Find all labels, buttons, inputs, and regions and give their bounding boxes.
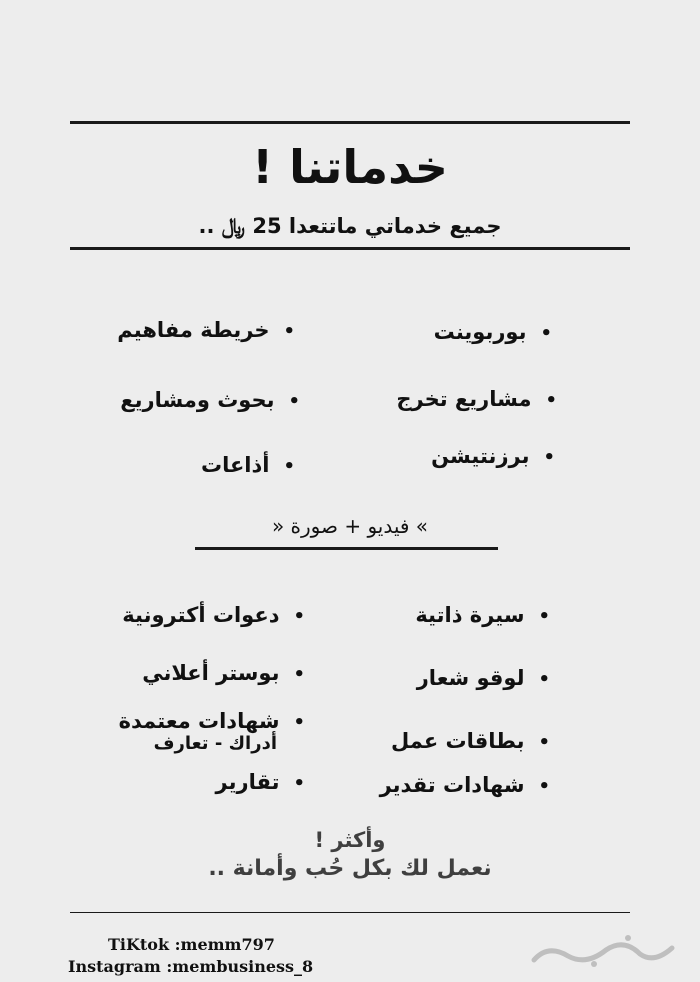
service-research-projects [120,388,300,413]
page-subtitle: جميع خدماتي ماتتعدا 25 ﷼ .. [198,214,502,238]
bullet: • [293,773,305,794]
bullet: • [538,732,550,753]
section-divider-rule [195,547,498,550]
service-broadcasts [201,453,295,478]
service-ad-poster [142,661,305,686]
service-graduation-projects [396,387,557,412]
service-label: سيرة ذاتية [415,603,525,627]
bullet: • [540,323,552,344]
top-rule [70,121,630,124]
service-cv [415,603,550,628]
service-presentation [431,444,555,469]
service-business-cards [391,729,550,754]
closing-more: وأكثر ! [314,828,386,852]
service-label: شهادات معتمدة [118,709,280,733]
service-powerpoint [434,320,552,345]
header-bottom-rule [70,247,630,250]
service-logo [417,666,550,691]
service-label: أذاعات [200,453,270,477]
service-label: دعوات أكترونية [122,603,280,627]
bullet: • [538,776,550,797]
service-e-invitations [122,603,305,628]
service-appreciation-certificates [380,773,550,798]
tiktok-handle: TiKtok :memm797 [108,935,275,954]
service-label: خريطة مفاهيم [117,318,270,342]
bullet: • [538,669,550,690]
bullet: • [545,390,557,411]
closing-tagline: نعمل لك بكل حُب وأمانة .. [208,856,492,881]
instagram-handle: Instagram :membusiness_8 [68,957,314,976]
bullet: • [283,321,295,342]
service-certified-certificates [119,709,305,754]
service-label: بوربوينت [433,320,527,344]
service-sublabel: أدراك - تعارف [153,732,277,754]
bullet: • [538,606,550,627]
service-concept-map [117,318,295,343]
service-label: تقارير [215,770,280,794]
service-reports [216,770,305,795]
service-label: لوقو شعار [416,666,525,690]
bullet: • [293,664,305,685]
page-title: خدماتنا ! [252,140,448,194]
service-label: مشاريع تخرج [396,387,532,411]
section-divider-label: » فيديو + صورة « [271,514,429,538]
service-label: برزنتيشن [431,444,530,468]
service-label: بطاقات عمل [391,729,525,753]
bullet: • [543,447,555,468]
haraj-logo-icon [528,930,678,974]
service-label: بحوث ومشاريع [120,388,275,412]
bullet: • [293,712,305,733]
footer-rule [70,912,630,913]
bullet: • [283,456,295,477]
bullet: • [288,391,300,412]
service-label: شهادات تقدير [379,773,525,797]
bullet: • [293,606,305,627]
service-label: بوستر أعلاني [142,661,280,685]
